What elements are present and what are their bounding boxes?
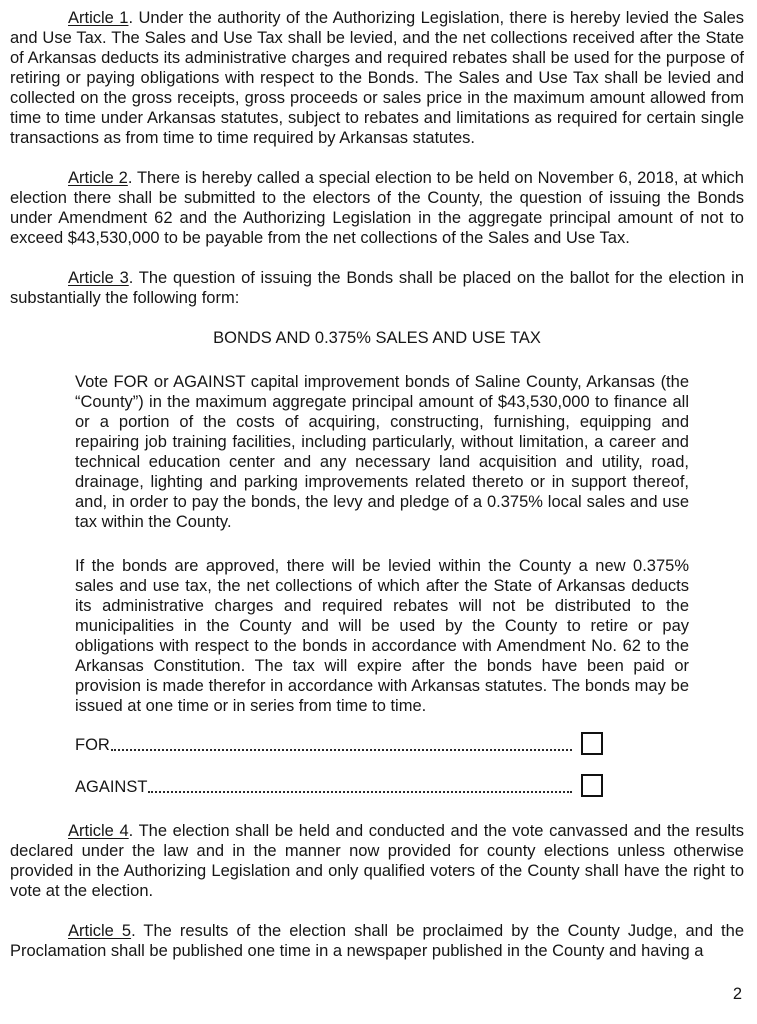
vote-option-for-label: FOR xyxy=(75,736,110,754)
article-3-paragraph xyxy=(10,268,744,308)
article-1-label: Article 1 xyxy=(68,9,129,27)
page-number: 2 xyxy=(732,985,742,1003)
vote-option-against-label: AGAINST xyxy=(75,778,148,796)
article-3-label: Article 3 xyxy=(68,269,129,287)
article-4-paragraph xyxy=(10,821,744,901)
ballot-block xyxy=(75,372,689,797)
article-2-body: . There is hereby called a special election to be held on November 6, 2018, at which election there shall be submitted to the electors of the County, the question of issuing the Bonds under Amendment 62 and the Authorizing Legislation in the aggregate principal amount of not to exceed $43,530,000 to be payable from the net collections of the Sales and Use Tax. xyxy=(10,169,744,247)
for-checkbox[interactable] xyxy=(581,732,603,755)
article-2-label: Article 2 xyxy=(68,169,128,187)
article-5-body: . The results of the election shall be proclaimed by the County Judge, and the Proclamation shall be published one time in a newspaper published in the County and having a xyxy=(10,922,744,960)
dotted-leader xyxy=(111,749,572,751)
article-3-body: . The question of issuing the Bonds shall be placed on the ballot for the election in substantially the following form: xyxy=(10,269,744,307)
article-4-label: Article 4 xyxy=(68,822,129,840)
dotted-leader xyxy=(148,791,572,793)
article-5-label: Article 5 xyxy=(68,922,132,940)
article-2-paragraph xyxy=(10,168,744,248)
vote-option-against-row xyxy=(75,771,603,797)
vote-option-for-row xyxy=(75,729,603,755)
article-4-body: . The election shall be held and conducted and the vote canvassed and the results declared under the law and in the manner now provided for county elections unless otherwise provided in the Authorizing Legislation and only qualified voters of the County shall have the right to vote at the election. xyxy=(10,822,744,900)
article-1-body: . Under the authority of the Authorizing Legislation, there is hereby levied the Sales and Use Tax. The Sales and Use Tax shall be levied, and the net collections received after the State of Arkansas deducts its administrative charges and required rebates shall be used for the purpose of retiring or paying obligations with respect to the Bonds. The Sales and Use Tax shall be levied and collected on the gross receipts, gross proceeds or sales price in the maximum amount allowed from time to time under Arkansas statutes, subject to rebates and limitations as required for certain single transactions as from time to time required by Arkansas statutes. xyxy=(10,9,745,147)
ballot-heading: BONDS AND 0.375% SALES AND USE TAX xyxy=(213,329,541,347)
article-5-paragraph xyxy=(10,921,744,961)
article-1-paragraph xyxy=(10,8,744,148)
ballot-vote-paragraph: Vote FOR or AGAINST capital improvement bonds of Saline County, Arkansas (the “County”) in the maximum aggregate principal amount of $43,530,000 to finance all or a portion of the costs of acquiring, constructing, furnishing, equipping and repairing job training facilities, including particularly, without limitation, a career and technical education center and any necessary land acquisition and utility, road, drainage, lighting and parking improvements related thereto or in support thereof, and, in order to pay the bonds, the levy and pledge of a 0.375% local sales and use tax within the County. xyxy=(75,373,689,531)
ballot-approval-paragraph: If the bonds are approved, there will be levied within the County a new 0.375% sales and use tax, the net collections of which after the State of Arkansas deducts its administrative charges and required rebates will not be distributed to the municipalities in the County and will be used by the County to retire or pay obligations with respect to the bonds in accordance with Amendment No. 62 to the Arkansas Constitution. The tax will expire after the bonds have been paid or provision is made therefor in accordance with Arkansas statutes. The bonds may be issued at one time or in series from time to time. xyxy=(75,557,689,715)
against-checkbox[interactable] xyxy=(581,774,603,797)
